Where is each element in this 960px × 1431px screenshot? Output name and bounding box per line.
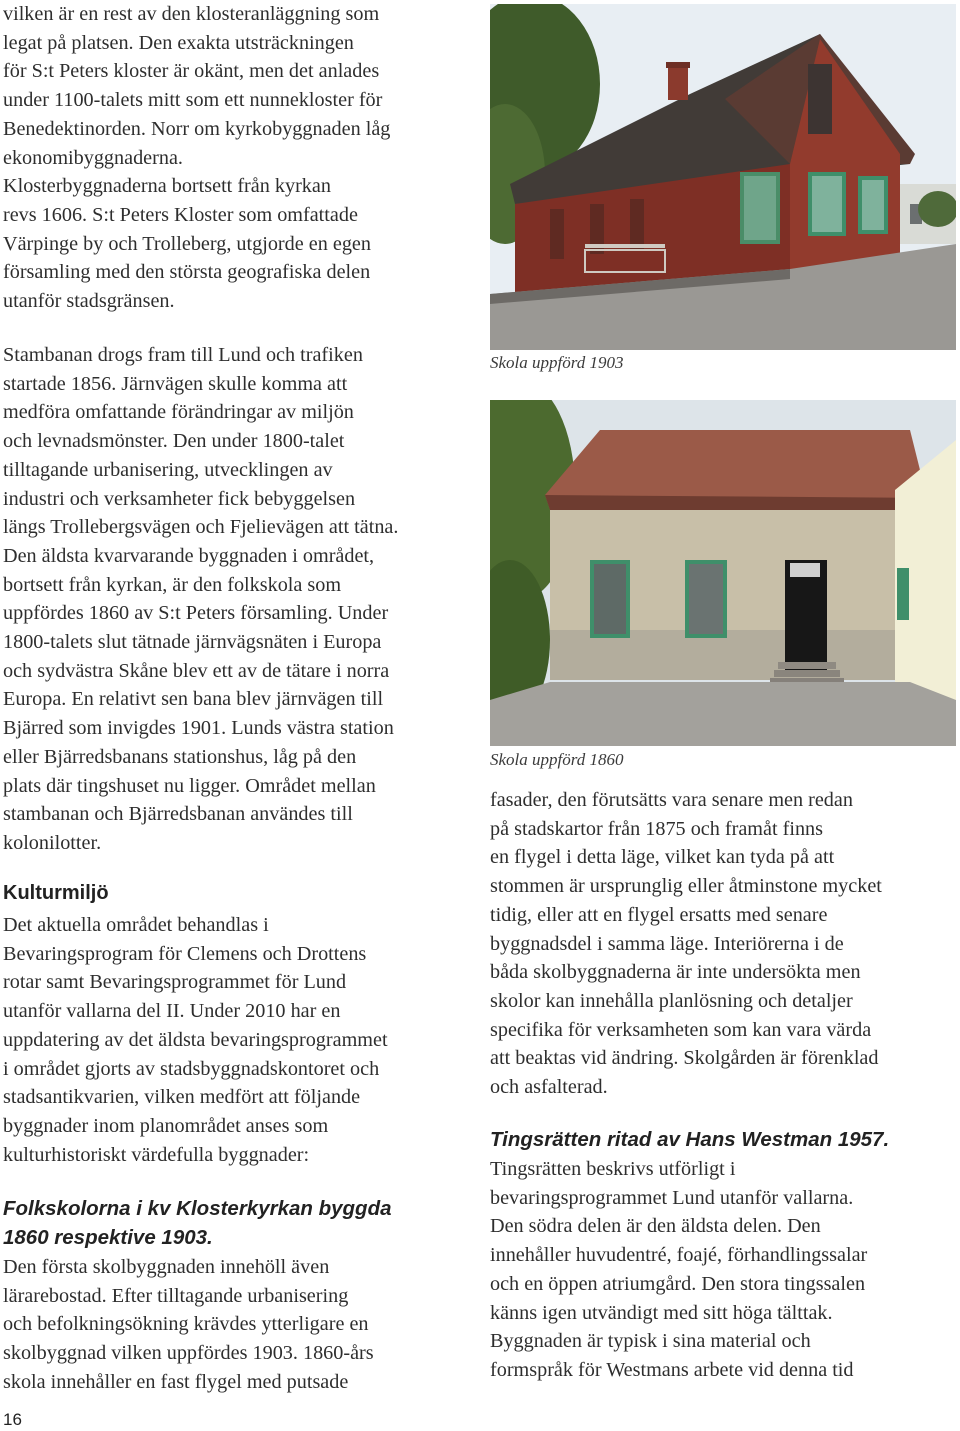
body-paragraph-5: fasader, den förutsätts vara senare men redan på stadskartor från 1875 och framåt finns en flygel i detta läge, vilket kan tyda på att stommen är ursprunglig eller åtminstone mycket tidig, eller att en flygel ersatts med senare byggnadsdel i samma läge. Interiörerna i de båda skolbyggnaderna är inte undersökta men skolor kan innehålla planlösning och detaljer specifika för verksamheten som kan vara värda att beaktas vid ändring. Skolgården är förenklad och asfalterad. [490, 789, 882, 1099]
body-paragraph-2: Stambanan drogs fram till Lund och trafiken startade 1856. Järnvägen skulle komma att medföra omfattande förändringar av miljön och levnadsmönster. Den under 1800-talet tilltagande urbanisering, utvecklingen av industri och verksamheter fick bebyggelsen längs Trollebergsvägen och Fjelievägen att tätna. Den äldsta kvarvarande byggnaden i området, bortsett från kyrkan, är den folkskola som uppfördes 1860 av S:t Peters församling. Under 1800-talets slut tätnade järnvägsnäten i Europa och sydvästra Skåne blev ett av de tätare i norra Europa. En relativt sen bana blev järnvägen till Bjärred som invigdes 1901. Lunds västra station eller Bjärredsbanans stationshus, låg på den plats där tingshuset nu ligger. Området mellan stambanan och Bjärredsbanan användes till kolonilotter. [3, 344, 399, 854]
heading-folkskolorna: Folkskolorna i kv Klosterkyrkan byggda 1860 respektive 1903. [3, 1197, 392, 1249]
heading-kulturmiljo: Kulturmiljö [3, 882, 109, 904]
body-paragraph-3: Det aktuella området behandlas i Bevaringsprogram för Clemens och Drottens rotar samt Bevaringsprogrammet för Lund utanför vallarna del II. Under 2010 har en uppdatering av det äldsta bevaringsprogrammet i området gjorts av stadsbyggnadskontoret och stadsantikvarien, vilken medfört att följande byggnader inom planområdet anses som kulturhistoriskt värdefulla byggnader: [3, 914, 388, 1166]
caption-school-1903: Skola uppförd 1903 [490, 353, 624, 372]
photo-school-1903 [490, 4, 956, 350]
photo-school-1903-illustration [490, 4, 956, 350]
body-paragraph-6: Tingsrätten beskrivs utförligt i bevaringsprogrammet Lund utanför vallarna. Den södra delen är den äldsta delen. Den innehåller huvudentré, foajé, förhandlingssalar och en öppen atriumgård. Den stora tingssalen känns igen utvändigt med sitt höga tälttak. Byggnaden är typisk i sina material och formspråk för Westmans arbete vid denna tid [490, 1158, 868, 1381]
body-paragraph-4: Den första skolbyggnaden innehöll även lärarebostad. Efter tilltagande urbanisering och befolkningsökning krävdes ytterligare en skolbyggnad vilken uppfördes 1903. 1860-års skola innehåller en fast flygel med putsade [3, 1256, 374, 1393]
photo-school-1860 [490, 400, 956, 746]
body-paragraph-1: vilken är en rest av den klosteranläggning som legat på platsen. Den exakta utsträckningen för S:t Peters kloster är okänt, men det anlades under 1100-talets mitt som ett nunnekloster för Benedektinorden. Norr om kyrkobyggnaden låg ekonomibyggnaderna. Klosterbyggnaderna bortsett från kyrkan revs 1606. S:t Peters Kloster som omfattade Värpinge by och Trolleberg, utgjorde en egen församling med den största geografiska delen utanför stadsgränsen. [3, 3, 391, 313]
page-number: 16 [3, 1410, 22, 1429]
heading-tingsratten: Tingsrätten ritad av Hans Westman 1957. [490, 1128, 890, 1151]
photo-school-1860-illustration [490, 400, 956, 746]
caption-school-1860: Skola uppförd 1860 [490, 750, 624, 769]
